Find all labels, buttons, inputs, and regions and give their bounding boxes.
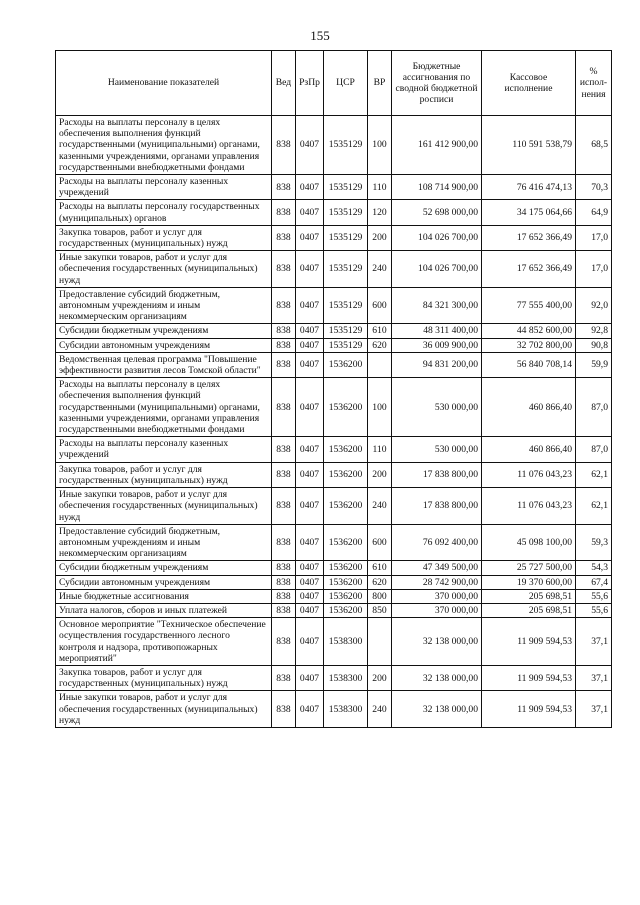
cell-csr: 1536200 [324,352,368,377]
table-header-row [56,51,612,116]
cell-cash: 56 840 708,14 [482,352,576,377]
cell-ved: 838 [272,287,296,324]
table-row [56,691,612,728]
cell-name: Субсидии автономным учреждениям [56,575,272,589]
cell-percent: 67,4 [576,575,612,589]
cell-csr: 1536200 [324,488,368,525]
cell-name: Расходы на выплаты персоналу в целях обеспечения выполнения функций государственными (муниципальными) органами, казенными учреждениями, органами управления государственными внебюджетными фондами [56,116,272,175]
cell-vr: 200 [368,665,392,690]
cell-vr: 240 [368,488,392,525]
cell-vr: 600 [368,287,392,324]
cell-budget: 17 838 800,00 [392,462,482,487]
cell-budget: 104 026 700,00 [392,251,482,288]
cell-csr: 1535129 [324,338,368,352]
cell-rzpr: 0407 [296,116,324,175]
cell-percent: 64,9 [576,200,612,225]
cell-vr: 610 [368,324,392,338]
cell-ved: 838 [272,324,296,338]
cell-ved: 838 [272,338,296,352]
header-name: Наименование показателей [56,51,272,116]
cell-csr: 1536200 [324,437,368,462]
cell-vr: 200 [368,225,392,250]
table-row [56,175,612,200]
cell-vr: 800 [368,589,392,603]
cell-rzpr: 0407 [296,324,324,338]
cell-vr: 120 [368,200,392,225]
cell-budget: 28 742 900,00 [392,575,482,589]
table-row [56,116,612,175]
cell-cash: 11 909 594,53 [482,691,576,728]
cell-rzpr: 0407 [296,618,324,666]
cell-vr: 620 [368,575,392,589]
cell-ved: 838 [272,575,296,589]
cell-vr: 850 [368,603,392,617]
table-row [56,462,612,487]
cell-vr [368,618,392,666]
cell-csr: 1536200 [324,462,368,487]
cell-name: Субсидии автономным учреждениям [56,338,272,352]
cell-cash: 25 727 500,00 [482,561,576,575]
cell-csr: 1535129 [324,251,368,288]
cell-csr: 1536200 [324,378,368,437]
cell-percent: 62,1 [576,488,612,525]
cell-ved: 838 [272,618,296,666]
cell-ved: 838 [272,225,296,250]
cell-csr: 1535129 [324,324,368,338]
header-budget: Бюджетные ассигнования по сводной бюджетной росписи [392,51,482,116]
cell-cash: 110 591 538,79 [482,116,576,175]
cell-csr: 1536200 [324,575,368,589]
page-number: 155 [310,28,330,43]
cell-cash: 45 098 100,00 [482,524,576,561]
table-row [56,665,612,690]
cell-ved: 838 [272,116,296,175]
cell-rzpr: 0407 [296,251,324,288]
budget-table [55,50,612,728]
cell-percent: 17,0 [576,251,612,288]
cell-ved: 838 [272,251,296,288]
cell-rzpr: 0407 [296,338,324,352]
header-percent: % испол-нения [576,51,612,116]
table-row [56,338,612,352]
cell-name: Субсидии бюджетным учреждениям [56,561,272,575]
cell-vr: 240 [368,251,392,288]
table-row [56,200,612,225]
table-row [56,352,612,377]
cell-cash: 11 076 043,23 [482,488,576,525]
cell-percent: 87,0 [576,378,612,437]
cell-percent: 54,3 [576,561,612,575]
cell-name: Закупка товаров, работ и услуг для государственных (муниципальных) нужд [56,665,272,690]
cell-rzpr: 0407 [296,665,324,690]
cell-csr: 1535129 [324,287,368,324]
cell-name: Расходы на выплаты персоналу государственных (муниципальных) органов [56,200,272,225]
cell-cash: 11 909 594,53 [482,618,576,666]
cell-vr: 200 [368,462,392,487]
table-row [56,618,612,666]
cell-vr: 240 [368,691,392,728]
cell-rzpr: 0407 [296,603,324,617]
cell-budget: 530 000,00 [392,378,482,437]
cell-csr: 1536200 [324,561,368,575]
cell-cash: 32 702 800,00 [482,338,576,352]
cell-budget: 108 714 900,00 [392,175,482,200]
cell-ved: 838 [272,378,296,437]
cell-name: Расходы на выплаты персоналу в целях обеспечения выполнения функций государственными (муниципальными) органами, казенными учреждениями, органами управления государственными внебюджетными фондами [56,378,272,437]
cell-name: Субсидии бюджетным учреждениям [56,324,272,338]
cell-csr: 1536200 [324,524,368,561]
table-row [56,437,612,462]
cell-csr: 1535129 [324,200,368,225]
cell-name: Основное мероприятие "Техническое обеспечение осуществления государственного лесного контроля и надзора, противопожарных мероприятий" [56,618,272,666]
header-rzpr: РзПр [296,51,324,116]
cell-cash: 17 652 366,49 [482,225,576,250]
cell-percent: 59,3 [576,524,612,561]
cell-budget: 48 311 400,00 [392,324,482,338]
cell-vr: 110 [368,437,392,462]
cell-rzpr: 0407 [296,225,324,250]
cell-rzpr: 0407 [296,352,324,377]
cell-percent: 37,1 [576,691,612,728]
table-row [56,488,612,525]
cell-budget: 84 321 300,00 [392,287,482,324]
cell-budget: 94 831 200,00 [392,352,482,377]
cell-budget: 370 000,00 [392,589,482,603]
cell-percent: 55,6 [576,589,612,603]
cell-rzpr: 0407 [296,524,324,561]
cell-vr: 100 [368,378,392,437]
cell-percent: 37,1 [576,665,612,690]
cell-ved: 838 [272,665,296,690]
cell-cash: 11 076 043,23 [482,462,576,487]
cell-percent: 70,3 [576,175,612,200]
cell-csr: 1538300 [324,691,368,728]
cell-cash: 34 175 064,66 [482,200,576,225]
cell-csr: 1535129 [324,116,368,175]
cell-percent: 92,8 [576,324,612,338]
table-row [56,524,612,561]
table-row [56,287,612,324]
cell-rzpr: 0407 [296,462,324,487]
cell-rzpr: 0407 [296,287,324,324]
cell-vr: 100 [368,116,392,175]
table-row [56,603,612,617]
cell-vr [368,352,392,377]
cell-rzpr: 0407 [296,175,324,200]
cell-budget: 76 092 400,00 [392,524,482,561]
cell-budget: 530 000,00 [392,437,482,462]
cell-ved: 838 [272,691,296,728]
cell-percent: 59,9 [576,352,612,377]
cell-rzpr: 0407 [296,488,324,525]
cell-name: Иные бюджетные ассигнования [56,589,272,603]
header-csr: ЦСР [324,51,368,116]
cell-ved: 838 [272,437,296,462]
cell-ved: 838 [272,589,296,603]
cell-cash: 76 416 474,13 [482,175,576,200]
cell-name: Уплата налогов, сборов и иных платежей [56,603,272,617]
cell-budget: 36 009 900,00 [392,338,482,352]
cell-budget: 104 026 700,00 [392,225,482,250]
cell-csr: 1536200 [324,603,368,617]
cell-percent: 62,1 [576,462,612,487]
cell-rzpr: 0407 [296,589,324,603]
cell-percent: 87,0 [576,437,612,462]
cell-budget: 47 349 500,00 [392,561,482,575]
header-ved: Вед [272,51,296,116]
cell-name: Расходы на выплаты персоналу казенных учреждений [56,175,272,200]
table-row [56,225,612,250]
cell-budget: 32 138 000,00 [392,665,482,690]
cell-csr: 1538300 [324,618,368,666]
cell-percent: 68,5 [576,116,612,175]
cell-vr: 620 [368,338,392,352]
cell-rzpr: 0407 [296,691,324,728]
header-vr: ВР [368,51,392,116]
table-row [56,378,612,437]
cell-ved: 838 [272,200,296,225]
cell-percent: 37,1 [576,618,612,666]
cell-csr: 1538300 [324,665,368,690]
cell-name: Иные закупки товаров, работ и услуг для обеспечения государственных (муниципальных) нужд [56,251,272,288]
cell-name: Иные закупки товаров, работ и услуг для обеспечения государственных (муниципальных) нужд [56,488,272,525]
cell-vr: 600 [368,524,392,561]
cell-ved: 838 [272,352,296,377]
cell-rzpr: 0407 [296,200,324,225]
cell-csr: 1535129 [324,175,368,200]
cell-budget: 32 138 000,00 [392,618,482,666]
cell-rzpr: 0407 [296,437,324,462]
cell-budget: 32 138 000,00 [392,691,482,728]
cell-ved: 838 [272,488,296,525]
cell-name: Закупка товаров, работ и услуг для государственных (муниципальных) нужд [56,225,272,250]
cell-cash: 44 852 600,00 [482,324,576,338]
cell-name: Ведомственная целевая программа "Повышение эффективности развития лесов Томской области" [56,352,272,377]
cell-name: Предоставление субсидий бюджетным, автономным учреждениям и иным некоммерческим организациям [56,287,272,324]
table-row [56,575,612,589]
cell-percent: 17,0 [576,225,612,250]
cell-vr: 110 [368,175,392,200]
cell-name: Закупка товаров, работ и услуг для государственных (муниципальных) нужд [56,462,272,487]
cell-name: Расходы на выплаты персоналу казенных учреждений [56,437,272,462]
cell-budget: 52 698 000,00 [392,200,482,225]
cell-ved: 838 [272,561,296,575]
cell-csr: 1535129 [324,225,368,250]
table-row [56,561,612,575]
cell-budget: 161 412 900,00 [392,116,482,175]
cell-name: Предоставление субсидий бюджетным, автономным учреждениям и иным некоммерческим организациям [56,524,272,561]
cell-ved: 838 [272,603,296,617]
cell-budget: 17 838 800,00 [392,488,482,525]
cell-ved: 838 [272,462,296,487]
cell-rzpr: 0407 [296,561,324,575]
table-row [56,589,612,603]
cell-cash: 205 698,51 [482,589,576,603]
cell-cash: 19 370 600,00 [482,575,576,589]
cell-budget: 370 000,00 [392,603,482,617]
cell-percent: 90,8 [576,338,612,352]
header-cash: Кассовое исполнение [482,51,576,116]
cell-cash: 17 652 366,49 [482,251,576,288]
cell-cash: 460 866,40 [482,378,576,437]
cell-ved: 838 [272,175,296,200]
cell-rzpr: 0407 [296,575,324,589]
table-row [56,251,612,288]
cell-csr: 1536200 [324,589,368,603]
cell-cash: 77 555 400,00 [482,287,576,324]
cell-percent: 55,6 [576,603,612,617]
table-row [56,324,612,338]
cell-ved: 838 [272,524,296,561]
cell-rzpr: 0407 [296,378,324,437]
cell-cash: 205 698,51 [482,603,576,617]
cell-name: Иные закупки товаров, работ и услуг для обеспечения государственных (муниципальных) нужд [56,691,272,728]
cell-vr: 610 [368,561,392,575]
cell-cash: 11 909 594,53 [482,665,576,690]
cell-percent: 92,0 [576,287,612,324]
cell-cash: 460 866,40 [482,437,576,462]
